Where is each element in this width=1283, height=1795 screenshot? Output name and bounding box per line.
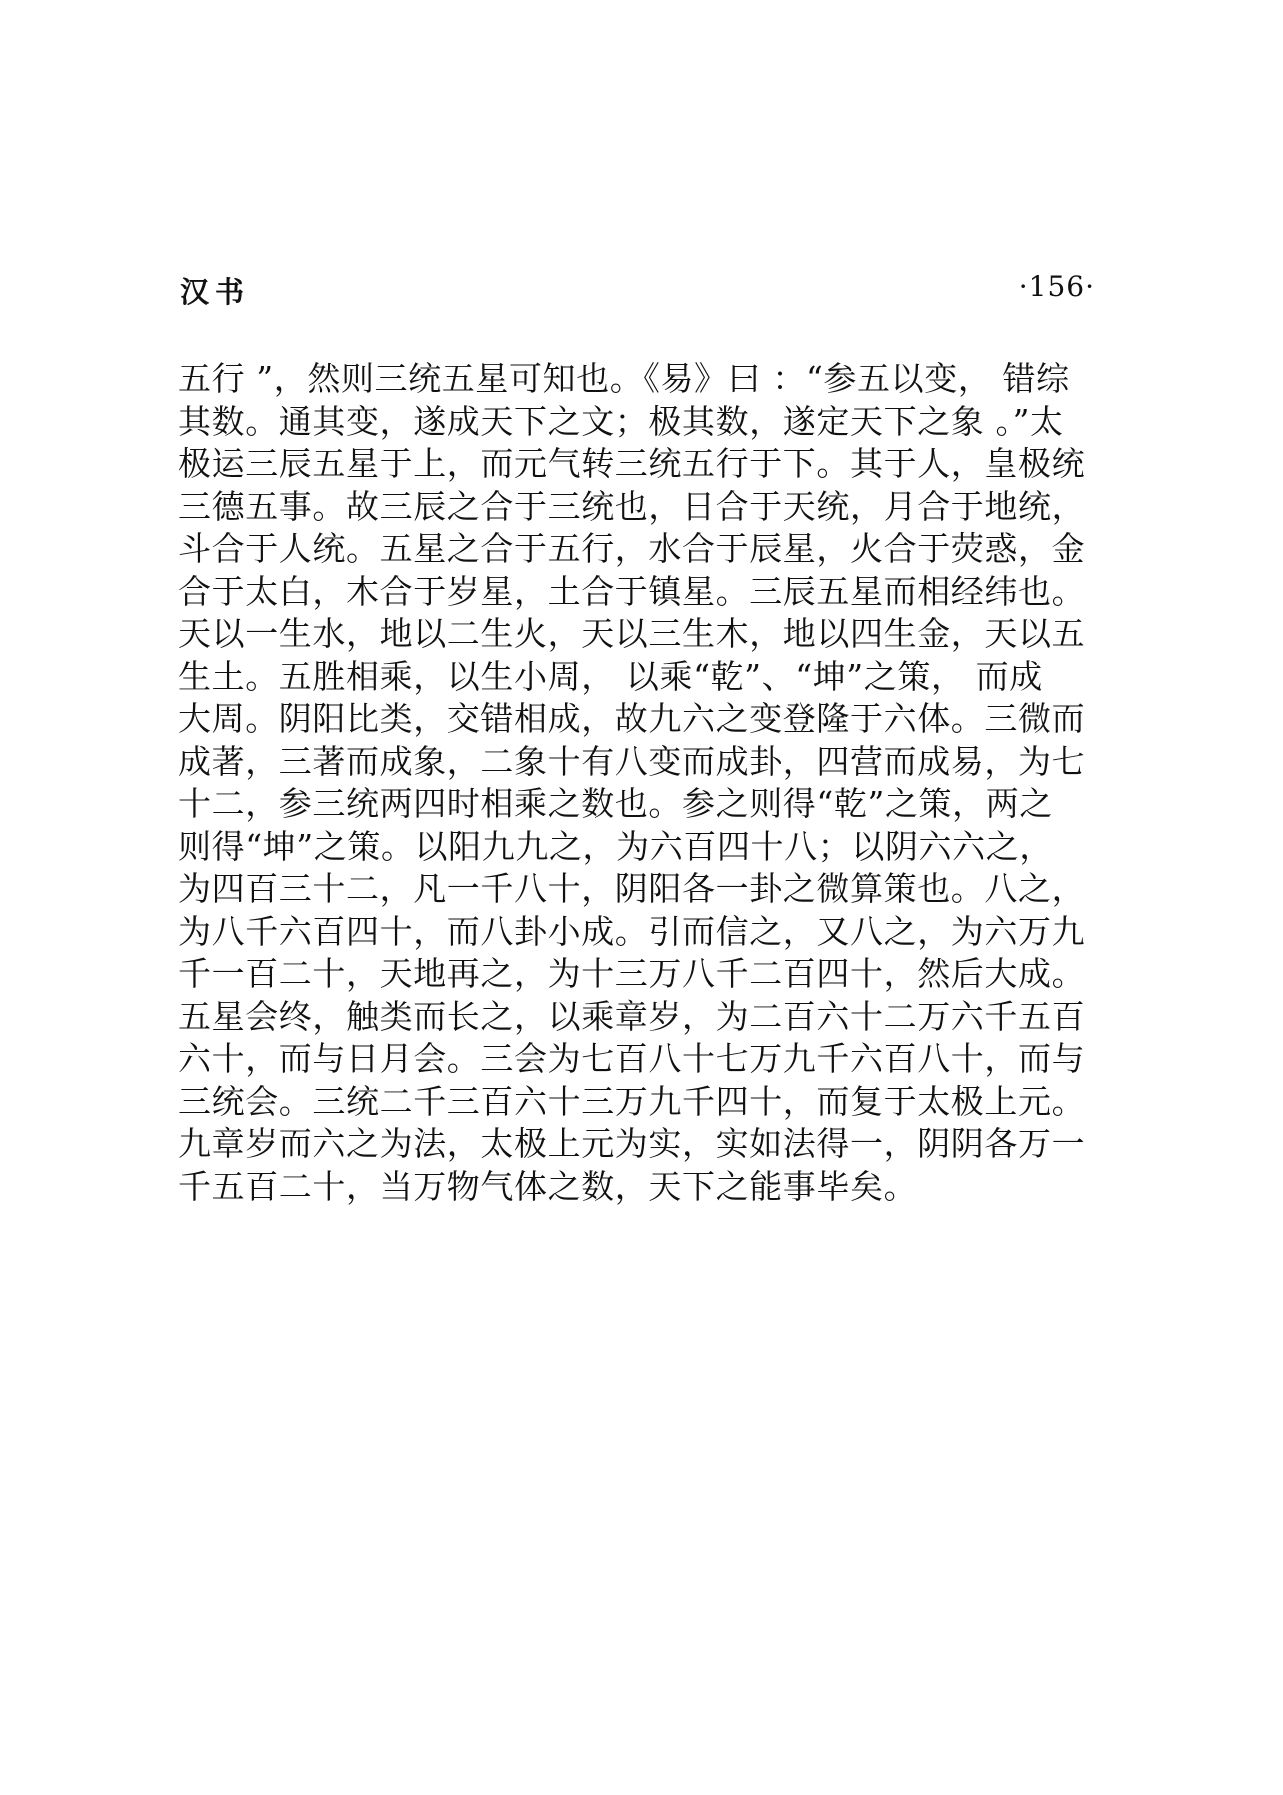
text-line: 极运三辰五星于上，而元气转三统五行于下。其于人，皇极统	[178, 444, 1086, 483]
text-line: 为四百三十二，凡一千八十，阴阳各一卦之微算策也。八之，	[178, 869, 1086, 908]
text-line: 六十，而与日月会。三会为七百八十七万九千六百八十，而与	[178, 1039, 1086, 1078]
text-line: 为八千六百四十，而八卦小成。引而信之，又八之，为六万九	[178, 911, 1086, 951]
text-line: 斗合于人统。五星之合于五行，水合于辰星，火合于荧惑，金	[178, 529, 1086, 568]
running-head	[180, 270, 1095, 310]
text-line: 天以一生水，地以二生火，天以三生木，地以四生金，天以五	[178, 614, 1086, 653]
text-line: 三统会。三统二千三百六十三万九千四十，而复于太极上元。	[178, 1081, 1086, 1121]
text-line: 其数。通其变，遂成天下之文；极其数，遂定天下之象 。”太	[178, 401, 1064, 441]
text-line: 则得“坤”之策。以阳九九之，为六百四十八；以阴六六之，	[178, 826, 1053, 866]
text-line: 九章岁而六之为法，太极上元为实，实如法得一，阴阴各万一	[178, 1124, 1086, 1163]
text-line: 五行 ”，然则三统五星可知也。《易》曰 ：“参五以变， 错综	[178, 359, 1070, 398]
body-text	[178, 358, 1098, 1208]
text-line: 五星会终，触类而长之，以乘章岁，为二百六十二万六千五百	[178, 996, 1086, 1036]
text-line: 合于太白，木合于岁星，土合于镇星。三辰五星而相经纬也。	[178, 571, 1086, 611]
book-title: 汉书	[180, 275, 251, 309]
text-line: 大周。阴阳比类，交错相成，故九六之变登隆于六体。三微而	[178, 699, 1086, 738]
page-number: ·156·	[1018, 270, 1095, 303]
text-line: 成著，三著而成象，二象十有八变而成卦，四营而成易，为七	[178, 741, 1086, 781]
text-line: 十二，参三统两四时相乘之数也。参之则得“乾”之策，两之	[178, 784, 1053, 823]
text-line: 生土。五胜相乘，以生小周， 以乘“乾”、“坤”之策， 而成	[178, 656, 1043, 696]
text-line: 三德五事。故三辰之合于三统也，日合于天统，月合于地统，	[178, 486, 1086, 526]
text-line: 千五百二十，当万物气体之数，天下之能事毕矣。	[178, 1166, 918, 1206]
text-line: 千一百二十，天地再之，为十三万八千二百四十，然后大成。	[178, 954, 1086, 993]
